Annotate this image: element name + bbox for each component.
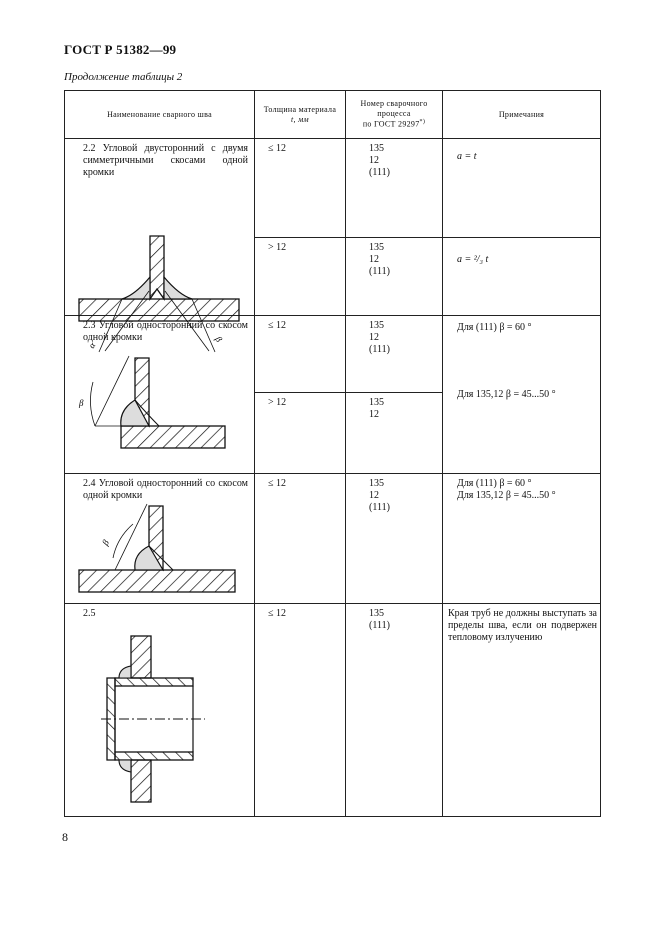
row-2-3a-process-cell bbox=[346, 316, 443, 393]
process-value: 135 bbox=[369, 608, 384, 619]
row-2-3a-process bbox=[346, 316, 442, 356]
row-2-2a-thickness: ≤ 12 bbox=[268, 143, 286, 154]
row-2-2-name: 2.2 Угловой двусторонний с двумя симметричными скосами одной кромки bbox=[83, 143, 248, 178]
weld-table bbox=[64, 90, 601, 817]
col-header-process-line3 bbox=[346, 119, 442, 130]
row-2-3b-thickness-cell bbox=[255, 393, 346, 474]
row-2-2b-note: a = ²/₃ t bbox=[457, 254, 489, 265]
row-2-2b-process-cell bbox=[346, 238, 443, 316]
note-line: Для 135,12 β = 45...50 ° bbox=[457, 490, 556, 501]
row-2-4-process-cell bbox=[346, 474, 443, 604]
label-beta-2-4: β bbox=[100, 538, 111, 547]
col-header-thickness-line1: Толщина материала bbox=[263, 104, 337, 114]
process-value: 12 bbox=[369, 155, 379, 166]
row-2-3b-note: Для 135,12 β = 45...50 ° bbox=[457, 389, 556, 400]
row-2-2b-thickness-cell bbox=[255, 238, 346, 316]
pipe-wall-lower bbox=[115, 752, 193, 760]
fillet-weld-single-bevel-2-figure bbox=[65, 474, 255, 602]
base-plate-2-4 bbox=[79, 570, 235, 592]
table-header-row bbox=[65, 91, 601, 139]
row-2-2b-thickness: > 12 bbox=[268, 242, 287, 253]
process-value: 135 bbox=[369, 143, 384, 154]
plate-upper bbox=[131, 636, 151, 678]
document-header: ГОСТ Р 51382—99 bbox=[64, 42, 177, 57]
row-2-3b-thickness: > 12 bbox=[268, 397, 287, 408]
col-header-notes bbox=[443, 91, 601, 139]
row-2-3a-note: Для (111) β = 60 ° bbox=[457, 322, 532, 333]
vertical-plate-2-2 bbox=[150, 236, 164, 299]
fillet-weld-single-bevel-figure bbox=[65, 316, 255, 471]
note-line: Для (111) β = 60 ° bbox=[457, 478, 532, 489]
row-2-5-thickness-cell bbox=[255, 604, 346, 817]
row-2-5-name-cell bbox=[65, 604, 255, 817]
table-row-2-4 bbox=[65, 474, 601, 604]
process-value: 12 bbox=[369, 409, 379, 420]
row-2-2b-note-cell bbox=[443, 238, 601, 316]
col-header-name bbox=[65, 91, 255, 139]
row-2-4-process bbox=[346, 474, 442, 514]
row-2-5-thickness: ≤ 12 bbox=[268, 608, 286, 619]
row-2-2a-note: a = t bbox=[457, 151, 477, 162]
process-value: 12 bbox=[369, 254, 379, 265]
base-plate-2-3 bbox=[121, 426, 225, 448]
table-continuation-caption: Продолжение таблицы 2 bbox=[64, 71, 183, 83]
col-header-thickness bbox=[255, 91, 346, 139]
row-2-3b-process bbox=[346, 393, 442, 421]
pipe-through-plate-weld-figure bbox=[65, 604, 255, 814]
process-value: 135 bbox=[369, 397, 384, 408]
row-2-4-thickness: ≤ 12 bbox=[268, 478, 286, 489]
col-header-name-text: Наименование сварного шва bbox=[107, 109, 212, 119]
row-2-4-name-cell bbox=[65, 474, 255, 604]
row-2-2a-process-cell bbox=[346, 139, 443, 238]
row-2-3-name: 2.3 Угловой односторонний со скосом одной кромки bbox=[83, 320, 248, 343]
table-row-2-2a bbox=[65, 139, 601, 238]
row-2-3a-thickness-cell bbox=[255, 316, 346, 393]
col-header-thickness-line2: t, мм bbox=[291, 114, 309, 124]
label-alpha: α bbox=[86, 340, 98, 351]
row-2-5-process-cell bbox=[346, 604, 443, 817]
weld-upper-2-5 bbox=[119, 666, 131, 678]
row-2-3-name-cell bbox=[65, 316, 255, 474]
row-2-5-name: 2.5 bbox=[83, 608, 96, 619]
row-2-4-note-cell bbox=[443, 474, 601, 604]
row-2-4-note bbox=[443, 474, 600, 502]
process-value: (111) bbox=[369, 266, 390, 277]
row-2-3-note-cell bbox=[443, 316, 601, 474]
row-2-2a-thickness-cell bbox=[255, 139, 346, 238]
row-2-2a-process bbox=[346, 139, 442, 179]
table-row-2-3a bbox=[65, 316, 601, 393]
row-2-4-name: 2.4 Угловой односторонний со скосом одной кромки bbox=[83, 478, 248, 501]
row-2-2a-note-cell bbox=[443, 139, 601, 238]
angle-arc-2-3 bbox=[90, 382, 95, 426]
col-header-process-line2: процесса bbox=[377, 109, 411, 119]
col-header-process-footnote: *) bbox=[419, 119, 426, 126]
row-2-5-note-cell bbox=[443, 604, 601, 817]
process-value: 135 bbox=[369, 478, 384, 489]
process-value: (111) bbox=[369, 167, 390, 178]
process-value: (111) bbox=[369, 620, 390, 631]
page-number: 8 bbox=[62, 830, 68, 844]
table-row-2-5 bbox=[65, 604, 601, 817]
col-header-process-gost: по ГОСТ 29297 bbox=[362, 119, 420, 129]
row-2-4-thickness-cell bbox=[255, 474, 346, 604]
process-value: 12 bbox=[369, 490, 379, 501]
col-header-process-line1: Номер сварочного bbox=[360, 99, 428, 109]
row-2-3b-process-cell bbox=[346, 393, 443, 474]
process-value: (111) bbox=[369, 344, 390, 355]
col-header-process bbox=[346, 91, 443, 139]
row-2-5-note: Края труб не должны выступать за пределы шва, если он подвержен тепловому излучению bbox=[448, 608, 597, 643]
pipe-wall-upper bbox=[115, 678, 193, 686]
process-value: (111) bbox=[369, 502, 390, 513]
row-2-5-process bbox=[346, 604, 442, 632]
weld-lower-2-5 bbox=[119, 760, 131, 772]
col-header-notes-text: Примечания bbox=[498, 109, 545, 119]
process-value: 135 bbox=[369, 320, 384, 331]
label-beta-2-2: β bbox=[213, 334, 225, 344]
process-value: 12 bbox=[369, 332, 379, 343]
label-beta-2-3: β bbox=[79, 398, 84, 408]
process-value: 135 bbox=[369, 242, 384, 253]
row-2-2b-process bbox=[346, 238, 442, 278]
row-2-3a-thickness: ≤ 12 bbox=[268, 320, 286, 331]
plate-lower bbox=[131, 760, 151, 802]
